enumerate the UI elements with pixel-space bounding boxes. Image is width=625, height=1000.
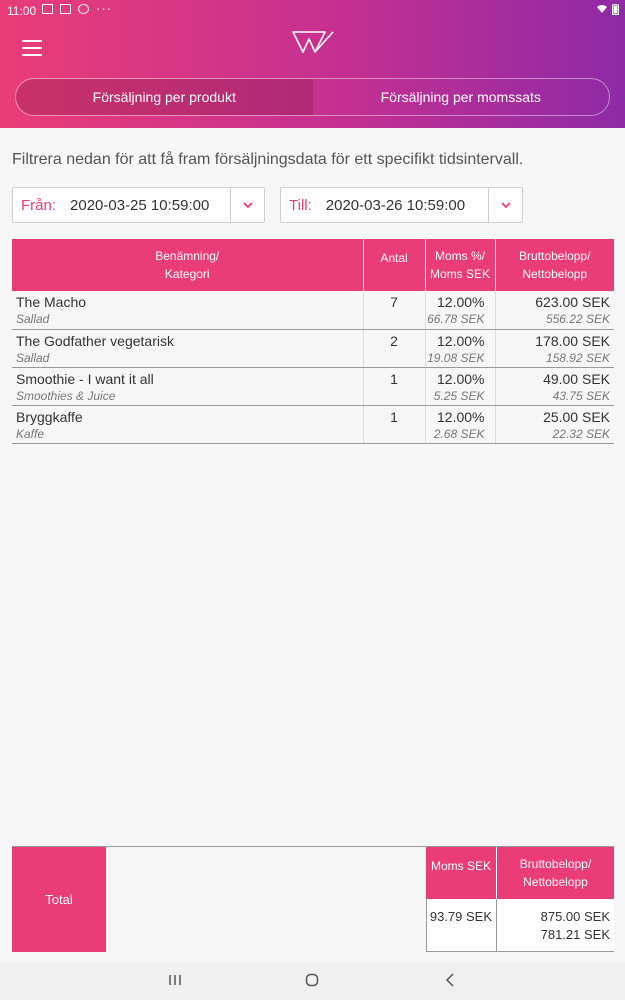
from-date-picker[interactable] (12, 187, 265, 223)
chevron-down-icon (242, 201, 254, 209)
vat-sek: 19.08 SEK (427, 350, 485, 365)
table-header-row (12, 239, 614, 291)
cell-count: 2 (363, 329, 425, 367)
product-name: Smoothie - I want it all (16, 370, 154, 387)
back-icon[interactable] (444, 973, 456, 987)
to-dropdown-button[interactable] (488, 188, 522, 222)
product-category: Kaffe (16, 426, 45, 441)
cell-name (12, 329, 363, 367)
totals-gross-net-value (496, 899, 614, 952)
gross-amount: 178.00 SEK (535, 332, 610, 349)
cell-vat (425, 291, 495, 329)
product-category: Sallad (16, 350, 50, 365)
header-vat (425, 239, 495, 291)
tab-sales-per-product[interactable] (16, 79, 313, 115)
cell-name (12, 405, 363, 443)
notification-icons (42, 4, 89, 14)
product-category: Sallad (16, 312, 50, 326)
header-count (363, 239, 425, 291)
net-amount: 43.75 SEK (552, 388, 610, 403)
system-navigation-bar (0, 962, 625, 1000)
net-amount: 556.22 SEK (545, 312, 610, 326)
cell-count: 1 (363, 367, 425, 405)
totals-gross-header-label: Bruttobelopp/ (519, 857, 592, 871)
to-date-value[interactable]: 2020-03-26 10:59:00 (325, 196, 466, 214)
cell-gross (495, 367, 614, 405)
product-name: Bryggkaffe (16, 408, 83, 425)
vat-pct: 12.00% (437, 370, 485, 387)
gross-amount: 25.00 SEK (543, 408, 610, 425)
totals-vat-value: 93.79 SEK (426, 899, 496, 952)
table-row[interactable] (12, 329, 614, 367)
totals-section (12, 846, 614, 951)
vat-pct: 12.00% (437, 408, 485, 425)
net-amount: 22.32 SEK (552, 426, 610, 441)
filter-description: Filtrera nedan för att få fram försäljningsdata för ett specifikt tidsintervall. (12, 151, 524, 168)
more-notifications-icon: ··· (96, 1, 112, 16)
sales-table (12, 239, 614, 444)
cell-count: 7 (363, 291, 425, 329)
cell-count: 1 (363, 405, 425, 443)
totals-vat-header (426, 847, 496, 899)
cell-gross (495, 291, 614, 329)
vat-pct: 12.00% (437, 294, 485, 310)
header-count-label: Antal (380, 251, 408, 265)
tab-label: Försäljning per momssats (380, 89, 541, 105)
table-row[interactable] (12, 291, 614, 329)
product-name: The Macho (16, 294, 87, 310)
chevron-down-icon (500, 201, 512, 209)
net-amount: 158.92 SEK (545, 350, 610, 365)
battery-icon (612, 4, 619, 15)
wifi-icon (596, 4, 608, 14)
cell-vat (425, 329, 495, 367)
gallery-icon (42, 4, 53, 14)
product-name: The Godfather vegetarisk (16, 332, 174, 349)
cell-vat (425, 367, 495, 405)
gross-amount: 49.00 SEK (543, 370, 610, 387)
header-vat-pct: Moms %/ (434, 249, 485, 263)
totals-net-header-label: Nettobelopp (523, 875, 588, 889)
status-time: 11:00 (7, 4, 37, 18)
cell-gross (495, 329, 614, 367)
vat-pct: 12.00% (437, 332, 485, 349)
cell-name (12, 291, 363, 329)
status-bar (0, 0, 625, 22)
home-icon[interactable] (305, 973, 319, 987)
cell-gross (495, 405, 614, 443)
cell-name (12, 367, 363, 405)
from-dropdown-button[interactable] (230, 188, 264, 222)
header-net: Nettobelopp (522, 267, 588, 281)
cell-vat (425, 405, 495, 443)
header-gross-net (495, 239, 614, 291)
vat-sek: 66.78 SEK (427, 312, 485, 326)
gross-amount: 623.00 SEK (535, 294, 610, 310)
to-label: Till: (289, 196, 312, 214)
header-gross: Bruttobelopp/ (519, 249, 591, 263)
vat-sek: 2.68 SEK (433, 426, 485, 441)
from-label: Från: (21, 196, 57, 214)
product-category: Smoothies & Juice (16, 388, 116, 403)
grid-icon (78, 4, 89, 14)
screen-icon (60, 4, 71, 14)
to-date-picker[interactable] (280, 187, 523, 223)
totals-vat-header-label: Moms SEK (430, 859, 491, 873)
header-vat-sek: Moms SEK (429, 267, 490, 281)
recent-apps-icon[interactable] (168, 973, 182, 987)
tab-sales-per-vat-rate[interactable] (313, 79, 610, 115)
view-tabs (15, 78, 610, 116)
app-header (0, 0, 625, 128)
header-name: Benämning/ (155, 249, 220, 263)
table-row[interactable] (12, 405, 614, 443)
totals-gross-header (496, 847, 614, 899)
menu-icon[interactable] (22, 40, 42, 56)
header-name-category (12, 239, 363, 291)
brand-logo (291, 29, 335, 55)
header-category: Kategori (164, 267, 210, 281)
system-icons (596, 4, 619, 15)
totals-gross-value: 875.00 SEK (540, 909, 610, 924)
total-label: Total (12, 847, 106, 952)
totals-net-value: 781.21 SEK (540, 927, 610, 942)
from-date-value[interactable]: 2020-03-25 10:59:00 (70, 196, 210, 214)
table-row[interactable] (12, 367, 614, 405)
vat-sek: 5.25 SEK (433, 388, 485, 403)
tab-label: Försäljning per produkt (92, 89, 236, 105)
